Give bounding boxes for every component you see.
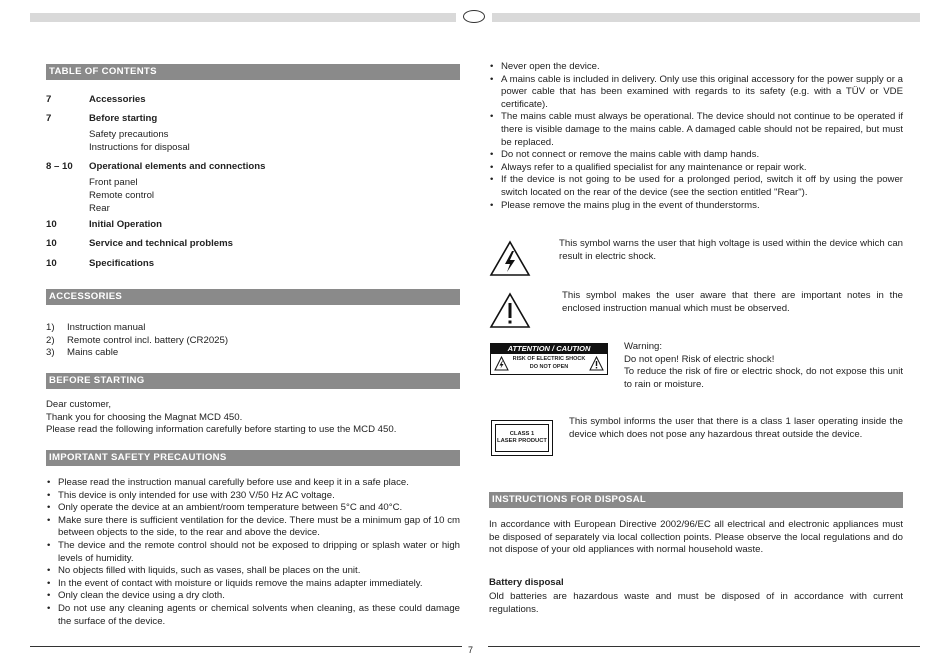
list-item: • If the device is not going to be used for a prolonged period, switch it off by using the power switch located on the rear of the device (see the section entitled "Rear"). xyxy=(489,174,903,199)
list-item xyxy=(46,322,460,335)
list-item: • Please remove the mains plug in the event of thunderstorms. xyxy=(489,200,903,213)
before-starting-text xyxy=(46,399,460,437)
item-text: Mains cable xyxy=(67,347,119,359)
attention-label-line2: DO NOT OPEN xyxy=(529,364,569,370)
list-item xyxy=(46,347,460,360)
toc-entry-title: Operational elements and connections xyxy=(89,161,266,172)
toc-entry-page: 10 xyxy=(46,238,57,249)
list-item: • In the event of contact with moisture or liquids remove the mains adapter immediately. xyxy=(46,578,460,591)
attention-label-title: ATTENTION / CAUTION xyxy=(491,344,607,354)
exclamation-warning-icon xyxy=(489,292,531,329)
item-number: 3) xyxy=(46,347,55,359)
disposal-text: In accordance with European Directive 2002/96/EC all electrical and electronic appliances must be disposed of separately via local collection points. Please observe the local regulations and do not dispose of your old appliances with normal household waste. xyxy=(489,519,903,556)
high-voltage-warning-icon xyxy=(489,240,531,277)
toc-entry-title: Initial Operation xyxy=(89,219,163,230)
list-item: • No objects filled with liquids, such as vases, shall be places on the unit. xyxy=(46,565,460,578)
list-item: • Do not use any cleaning agents or chemical solvents when cleaning, as these could damage the surface of the device. xyxy=(46,603,460,628)
toc-sub-title: Front panel xyxy=(89,177,138,188)
list-item: • A mains cable is included in delivery. Only use this original accessory for the power supply or a power cable that has been examined with regards to its safety (e.g. with a TÜV or VDE certificate). xyxy=(489,74,903,112)
list-item: • This device is only intended for use with 230 V/50 Hz AC voltage. xyxy=(46,490,460,503)
toc-sub-title: Remote control xyxy=(89,190,155,201)
battery-disposal-text: Old batteries are hazardous waste and must be disposed of in accordance with current regulations. xyxy=(489,591,903,615)
accessories-heading: ACCESSORIES xyxy=(46,289,460,305)
list-item: • The device and the remote control should not be exposed to dripping or splash water or high levels of humidity. xyxy=(46,540,460,565)
exclamation-description: This symbol makes the user aware that there are important notes in the enclosed instruction manual which must be observed. xyxy=(562,290,903,314)
label-exclamation-icon xyxy=(589,356,604,371)
warning-text xyxy=(624,341,903,391)
warning-line: To reduce the risk of fire or electric shock, do not expose this unit to rain or moisture. xyxy=(624,366,903,390)
language-indicator xyxy=(463,10,485,23)
toc-entry-page: 8 – 10 xyxy=(46,161,73,172)
battery-disposal-heading: Battery disposal xyxy=(489,577,564,588)
safety-list-right xyxy=(489,61,903,212)
list-item xyxy=(46,335,460,348)
item-text: Instruction manual xyxy=(67,322,146,333)
warning-title: Warning: xyxy=(624,341,663,352)
laser-label-line2: LASER PRODUCT xyxy=(497,438,547,444)
toc-entry-title: Before starting xyxy=(89,113,158,124)
toc-sub-title: Safety precautions xyxy=(89,129,169,140)
toc-entry-title: Specifications xyxy=(89,258,155,269)
list-item: • Only clean the device using a dry cloth. xyxy=(46,590,460,603)
list-item: • Please read the instruction manual carefully before use and keep it in a safe place. xyxy=(46,477,460,490)
toc-entry-page: 10 xyxy=(46,219,57,230)
high-voltage-description: This symbol warns the user that high voltage is used within the device which can result in electric shock. xyxy=(559,238,903,262)
left-column xyxy=(46,0,460,660)
item-text: Remote control incl. battery (CR2025) xyxy=(67,334,229,346)
warning-line: Do not open! Risk of electric shock! xyxy=(624,353,775,365)
item-number: 2) xyxy=(46,334,55,346)
laser-label-line1: CLASS 1 xyxy=(509,431,535,437)
accessories-list xyxy=(46,322,460,360)
list-item: • Only operate the device at an ambient/room temperature between 5°C and 40°C. xyxy=(46,502,460,515)
safety-list-left xyxy=(46,477,460,628)
laser-description: This symbol informs the user that there is a class 1 laser operating inside the device which does not pose any hazardous threat outside the device. xyxy=(569,416,903,440)
attention-label-line1: RISK OF ELECTRIC SHOCK xyxy=(512,356,586,362)
list-item: • The mains cable must always be operational. The device should not continue to be operated if there is visible damage to the mains cable. A damaged cable should not be repaired, but must be replaced. xyxy=(489,111,903,149)
toc-entry-page: 7 xyxy=(46,94,52,105)
right-column xyxy=(489,0,903,660)
thanks-line: Thank you for choosing the Magnat MCD 450. xyxy=(46,411,243,423)
label-high-voltage-icon xyxy=(494,356,509,371)
page-number: 7 xyxy=(468,645,474,655)
before-starting-heading: BEFORE STARTING xyxy=(46,373,460,389)
toc-sub-title: Instructions for disposal xyxy=(89,142,190,153)
toc-entry-title: Service and technical problems xyxy=(89,238,233,249)
list-item: • Never open the device. xyxy=(489,61,903,74)
toc-sub-title: Rear xyxy=(89,203,110,214)
attention-caution-label xyxy=(490,343,608,375)
toc-entry-page: 7 xyxy=(46,113,52,124)
item-number: 1) xyxy=(46,322,55,333)
list-item: • Do not connect or remove the mains cable with damp hands. xyxy=(489,149,903,162)
list-item: • Always refer to a qualified specialist for any maintenance or repair work. xyxy=(489,162,903,175)
toc-heading: TABLE OF CONTENTS xyxy=(46,64,460,80)
toc-entry-page: 10 xyxy=(46,258,57,269)
instruction-line: Please read the following information carefully before starting to use the MCD 450. xyxy=(46,424,397,436)
safety-heading: IMPORTANT SAFETY PRECAUTIONS xyxy=(46,450,460,466)
disposal-heading: INSTRUCTIONS FOR DISPOSAL xyxy=(489,492,903,508)
list-item: • Make sure there is sufficient ventilation for the device. There must be a minimum gap of 10 cm between objects to the side, to the rear and above the device. xyxy=(46,515,460,540)
toc-entry-title: Accessories xyxy=(89,94,146,105)
greeting-line: Dear customer, xyxy=(46,399,112,410)
laser-product-label xyxy=(491,420,553,456)
